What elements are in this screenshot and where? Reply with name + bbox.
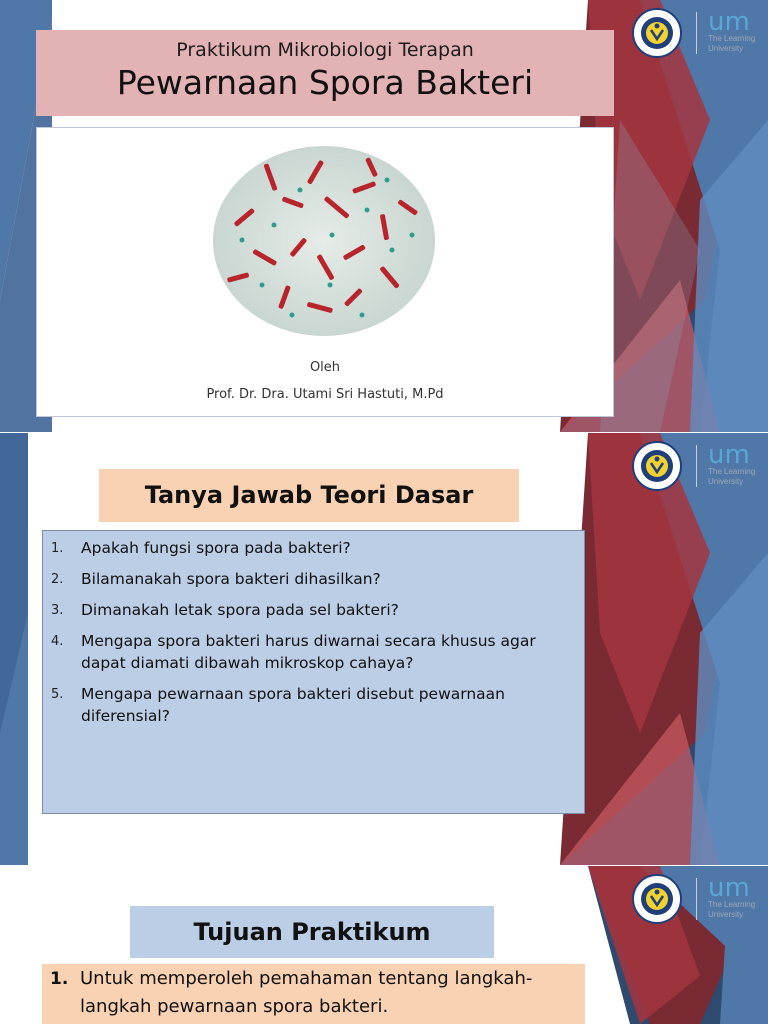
slide-subtitle: Praktikum Mikrobiologi Terapan (176, 39, 474, 61)
question-text: Mengapa spora bakteri harus diwarnai secara khusus agar dapat diamati dibawah mikroskop cahaya? (81, 632, 536, 672)
goals-box (42, 964, 585, 1024)
goal-item (42, 964, 573, 1021)
svg-text:um: um (708, 8, 750, 34)
university-seal-icon (632, 8, 682, 58)
question-text: Dimanakah letak spora pada sel bakteri? (81, 601, 399, 619)
title-band (36, 30, 614, 116)
logo-divider (696, 878, 697, 920)
um-logo-icon (708, 874, 768, 900)
logo-group (632, 874, 768, 924)
slide-title: Pewarnaan Spora Bakteri (116, 63, 534, 102)
slide-1 (0, 0, 768, 432)
question-item (43, 568, 572, 590)
question-number: 4. (51, 634, 64, 649)
goals-heading: Tujuan Praktikum (130, 906, 494, 958)
question-text: Apakah fungsi spora pada bakteri? (81, 539, 351, 557)
question-number: 3. (51, 603, 64, 618)
question-text: Bilamanakah spora bakteri dihasilkan? (81, 570, 381, 588)
qa-heading: Tanya Jawab Teori Dasar (99, 469, 519, 522)
university-seal-icon (632, 874, 682, 924)
svg-text:um: um (708, 874, 750, 900)
by-label: Oleh (309, 360, 341, 375)
um-logo-icon (708, 441, 768, 467)
logo-group (632, 8, 768, 58)
slide-3 (0, 866, 768, 1024)
logo-group (632, 441, 768, 491)
question-item (43, 683, 572, 727)
goal-text: Untuk memperoleh pemahaman tentang langkah-langkah pewarnaan spora bakteri. (80, 968, 533, 1017)
um-tagline: The Learning University (708, 34, 756, 53)
question-list-box (42, 530, 585, 814)
um-tagline: The Learning University (708, 467, 756, 486)
author-name: Prof. Dr. Dra. Utami Sri Hastuti, M.Pd (206, 387, 444, 402)
question-list (43, 537, 572, 727)
question-item (43, 630, 572, 674)
svg-text:um: um (708, 441, 750, 467)
logo-divider (696, 445, 697, 487)
content-frame (36, 127, 614, 417)
slide-2 (0, 433, 768, 865)
um-logo-icon (708, 8, 768, 34)
bacteria-spore-micrograph (212, 145, 436, 337)
logo-divider (696, 12, 697, 54)
question-text: Mengapa pewarnaan spora bakteri disebut pewarnaan diferensial? (81, 685, 506, 725)
question-number: 1. (51, 541, 64, 556)
question-item (43, 537, 572, 559)
university-seal-icon (632, 441, 682, 491)
question-item (43, 599, 572, 621)
goal-number: 1. (50, 969, 69, 989)
question-number: 2. (51, 572, 64, 587)
question-number: 5. (51, 687, 64, 702)
um-tagline: The Learning University (708, 900, 756, 919)
